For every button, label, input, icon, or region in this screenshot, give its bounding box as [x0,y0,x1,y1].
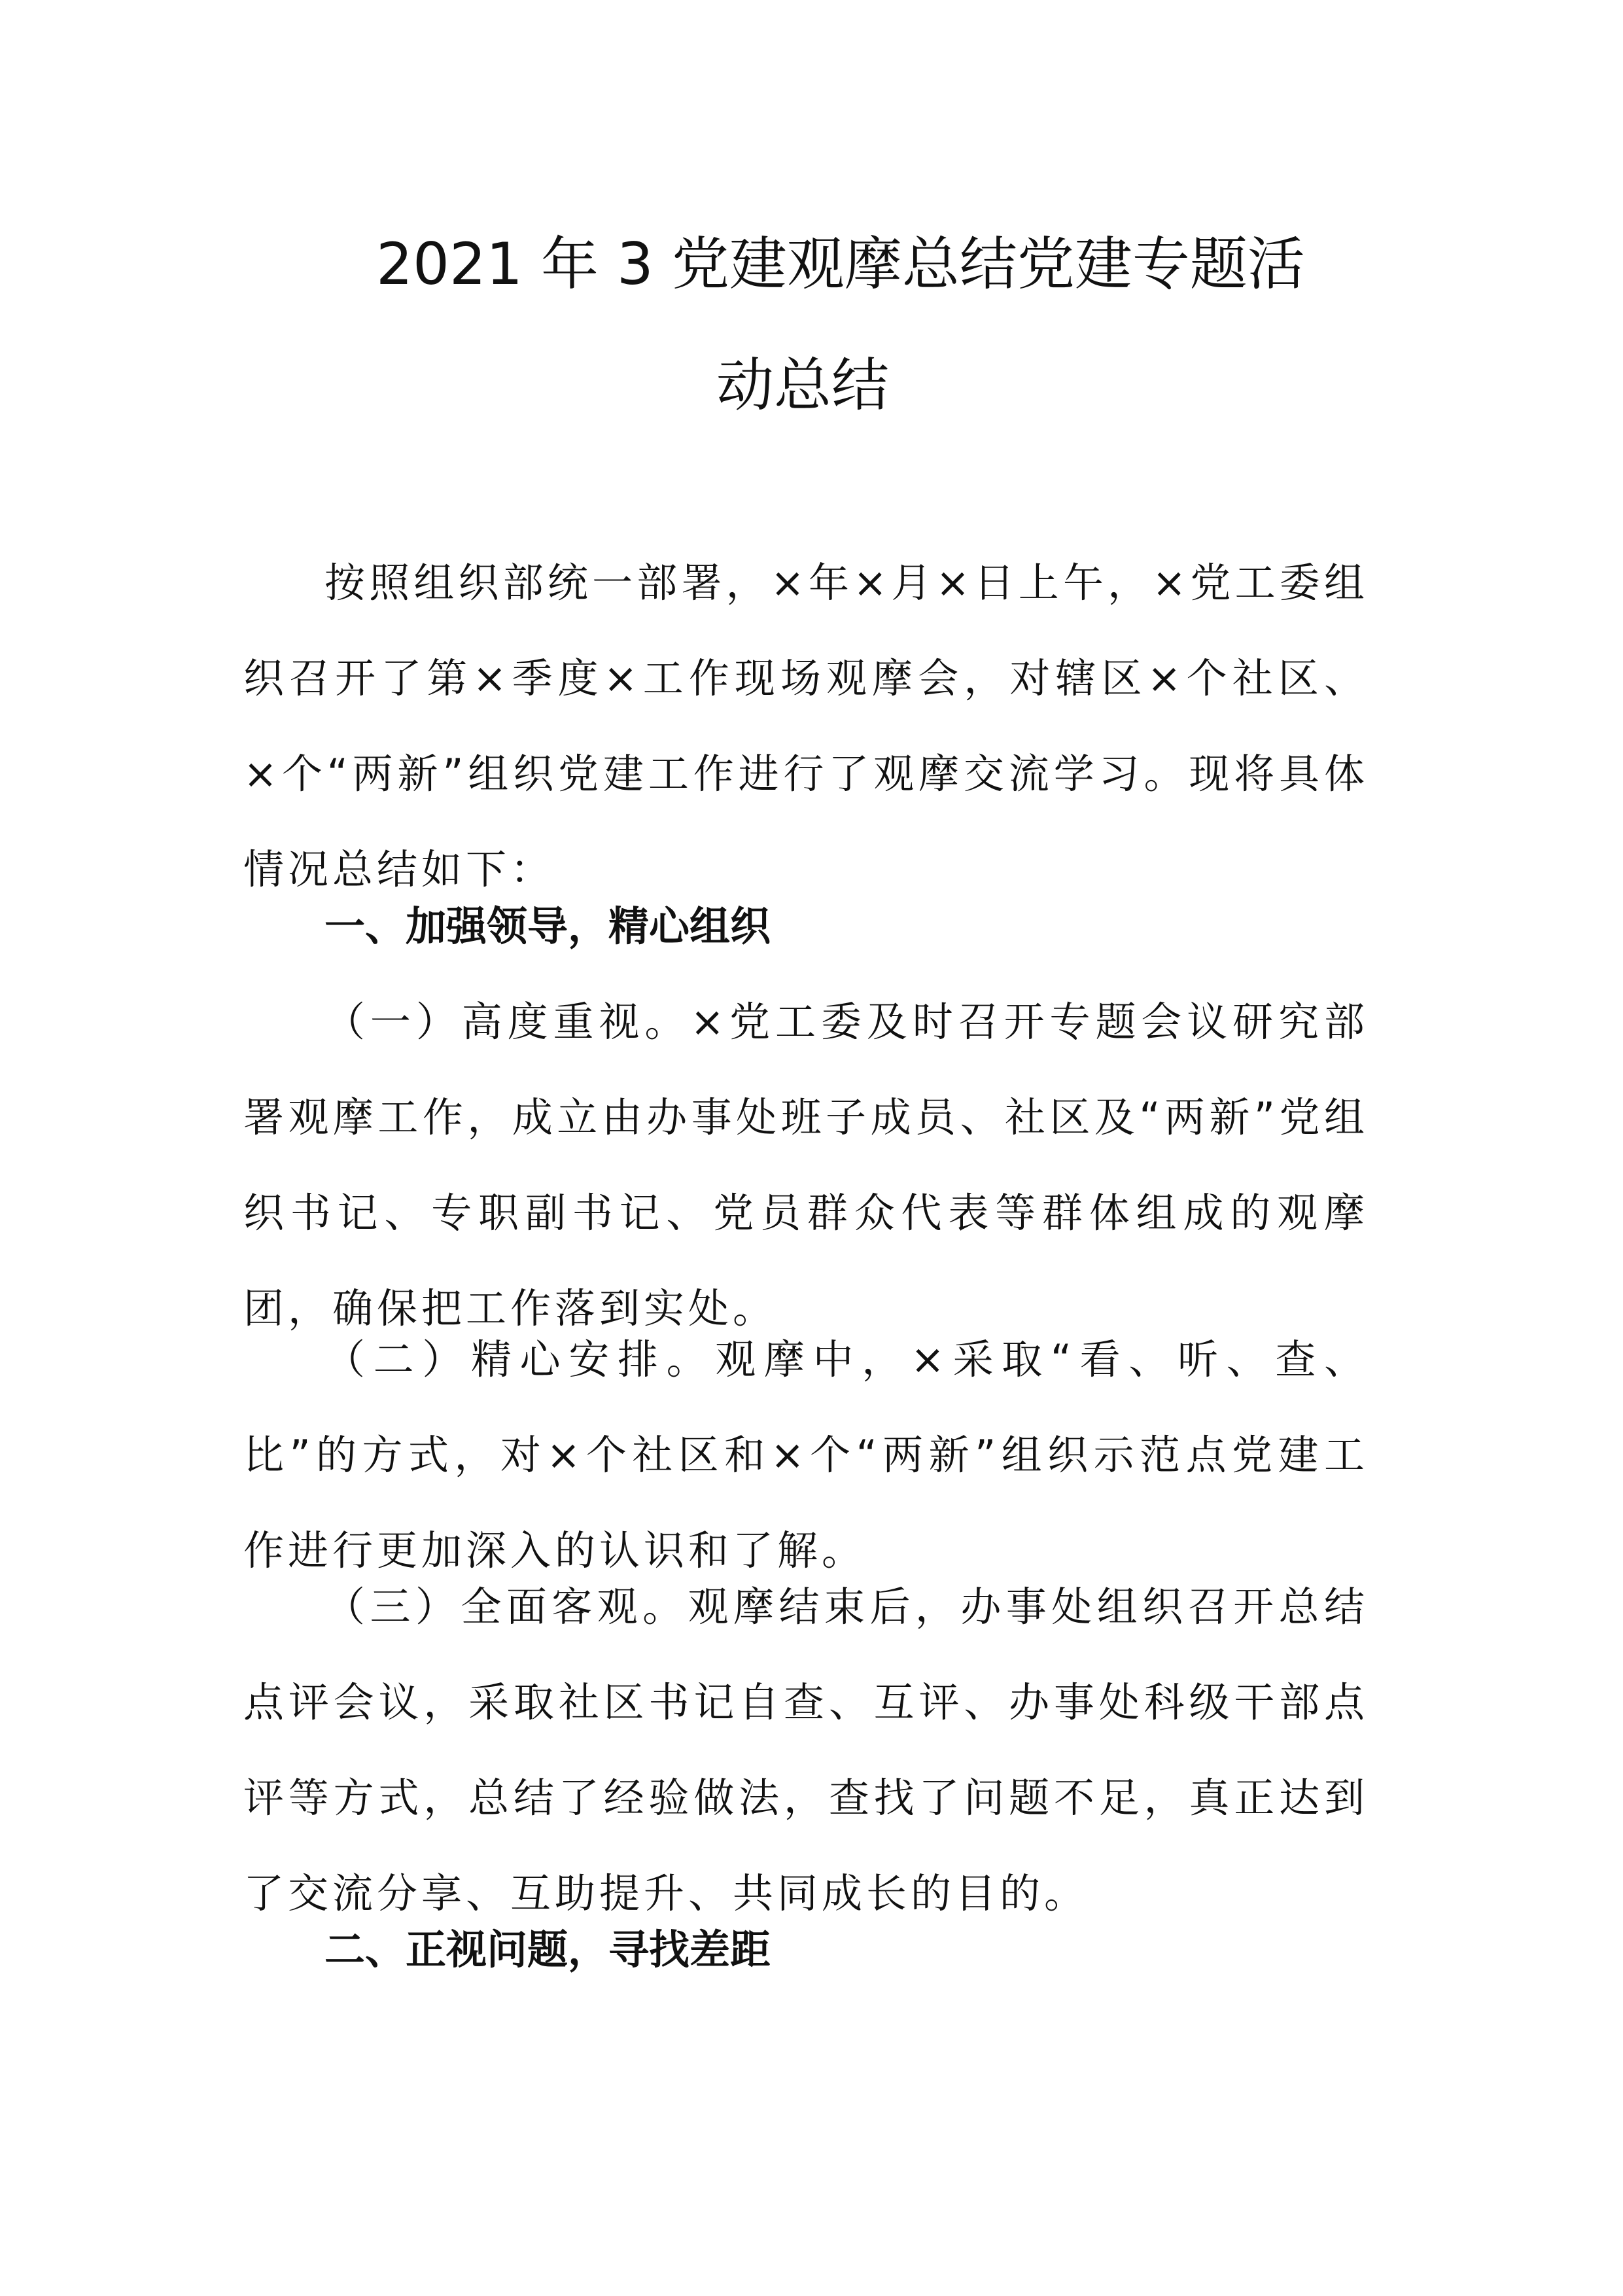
section-1-paragraph-2: （二）精心安排。观摩中，×采取“看、听、查、比”的方式，对×个社区和×个“两新”组织示范点党建工作进行更加深入的认识和了解。 [243,1335,1369,1574]
section-1-heading: 一、加强领导，精心组织 [324,902,771,950]
document-title-line-1: 2021 年 3 党建观摩总结党建专题活 [376,230,1305,298]
document-title-line-2: 动总结 [716,351,890,419]
intro-paragraph: 按照组织部统一部署，×年×月×日上午，×党工委组织召开了第×季度×工作现场观摩会，对辖区×个社区、×个“两新”组织党建工作进行了观摩交流学习。现将具体情况总结如下： [243,559,1369,893]
section-1-paragraph-3: （三）全面客观。观摩结束后，办事处组织召开总结点评会议，采取社区书记自查、互评、办事处科级干部点评等方式，总结了经验做法，查找了问题不足，真正达到了交流分享、互助提升、共同成长的目的。 [243,1583,1369,1917]
section-2-heading: 二、正视问题，寻找差距 [324,1926,771,1973]
section-1-paragraph-1: （一）高度重视。×党工委及时召开专题会议研究部署观摩工作，成立由办事处班子成员、社区及“两新”党组织书记、专职副书记、党员群众代表等群体组成的观摩团，确保把工作落到实处。 [243,998,1369,1332]
